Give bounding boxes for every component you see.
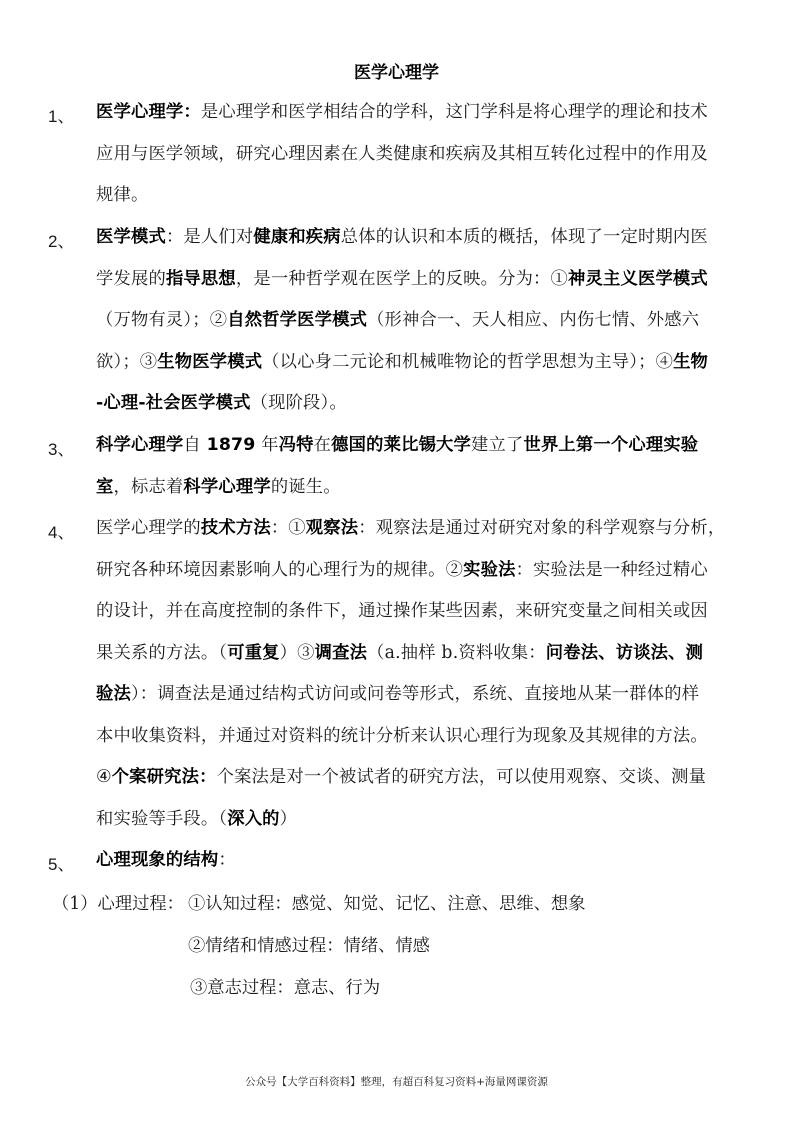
subsection-label: （1）心理过程： xyxy=(52,894,184,914)
text-run: 个案法是对一个被试者的研究方法，可以使用观察、交谈、测量 xyxy=(216,767,707,787)
bold-term: 科学心理学 xyxy=(183,476,271,497)
bold-term: 室 xyxy=(96,476,114,497)
text-run: ）③ xyxy=(279,642,315,663)
text-run: 学发展的 xyxy=(96,268,166,289)
bold-term: 世界上第一个心理实验 xyxy=(523,435,699,455)
text-run: （万物有灵）；② xyxy=(96,310,228,330)
text-line xyxy=(96,716,746,758)
bold-term: -心理-社会医学模式 xyxy=(96,393,251,413)
text-run: ： xyxy=(218,850,236,870)
bold-term: 科学心理学 xyxy=(96,435,184,455)
text-line xyxy=(96,217,746,259)
text-run: ：① xyxy=(270,518,306,538)
text-run: 的设计，并在高度控制的条件下，通过操作某些因素，来研究变量之间相关或因 xyxy=(96,601,708,621)
bold-term: 健康和疾病 xyxy=(253,227,341,247)
section-body xyxy=(96,840,746,882)
text-run: 医学心理学的 xyxy=(96,518,201,538)
section-body xyxy=(96,425,746,508)
bold-term: 验法 xyxy=(96,684,131,704)
section-body xyxy=(96,508,746,840)
text-run: （a.抽样 b.资料收集： xyxy=(367,642,546,663)
text-run: ：实验法是一种经过精心 xyxy=(515,559,708,580)
bold-term: 深入的 xyxy=(227,808,280,829)
bold-term: 指导思想 xyxy=(165,268,236,289)
text-run: （形神合一、天人相应、内伤七情、外感六 xyxy=(367,310,700,330)
text-run: ：观察法是通过对研究对象的科学观察与分析， xyxy=(358,518,726,538)
bold-term: 生物医学模式 xyxy=(157,351,263,372)
bold-term: 生物 xyxy=(673,351,709,372)
text-run: 应用与医学领域，研究心理因素在人类健康和疾病及其相互转化过程中的作用及 xyxy=(96,143,708,164)
subsection-item: ③意志过程：意志、行为 xyxy=(190,978,381,998)
text-run: （以心身二元论和机械唯物论的哲学思想为主导）；④ xyxy=(262,351,674,372)
text-line xyxy=(96,799,746,841)
text-run: 是心理学和医学相结合的学科，这门学科是将心理学的理论和技术 xyxy=(200,102,708,122)
section-number: 3、 xyxy=(48,440,75,459)
text-run: ，标志着 xyxy=(113,476,184,497)
bold-term: 医学模式 xyxy=(96,227,166,247)
text-run: ）：调查法是通过结构式访问或问卷等形式，系统、直接地从某一群体的样 xyxy=(130,684,700,704)
text-line xyxy=(96,425,746,467)
bold-term: 调查法 xyxy=(314,642,368,663)
section-body xyxy=(96,92,746,217)
bold-term: 冯特 xyxy=(278,435,314,455)
bold-term: 问卷法、访谈法、测 xyxy=(545,642,704,663)
text-run: 果关系的方法。（ xyxy=(96,642,228,663)
text-line xyxy=(96,175,746,217)
bold-term: 个案研究法： xyxy=(111,767,217,787)
bold-term: 自然哲学医学模式 xyxy=(227,310,368,330)
bold-term: 心理现象的结构 xyxy=(96,850,219,870)
text-line xyxy=(96,840,746,882)
text-line xyxy=(96,342,746,384)
text-run: （现阶段）。 xyxy=(250,393,347,413)
section-number: 5、 xyxy=(48,855,75,874)
text-line xyxy=(96,508,746,550)
text-run: 研究各种环境因素影响人的心理行为的规律。② xyxy=(96,559,464,580)
text-line xyxy=(96,92,746,134)
text-run: ，是一种哲学观在医学上的反映。分为：① xyxy=(235,268,569,289)
text-run: ④ xyxy=(96,767,112,787)
section-number: 2、 xyxy=(48,232,75,251)
section-number: 4、 xyxy=(48,523,75,542)
bold-term: 德国的莱比锡大学 xyxy=(331,435,472,455)
section-number: 1、 xyxy=(48,107,75,126)
text-run: 和实验等手段。（ xyxy=(96,808,228,829)
text-run: 总体的认识和本质的概括，体现了一定时期内医 xyxy=(340,227,708,247)
text-run: ：是人们对 xyxy=(165,227,254,247)
text-run: 自 xyxy=(183,435,207,455)
text-line xyxy=(96,383,746,425)
text-line xyxy=(96,259,746,301)
section-body xyxy=(96,217,746,425)
text-run: 建立了 xyxy=(471,435,524,455)
text-line xyxy=(96,134,746,176)
text-run: 在 xyxy=(313,435,332,455)
text-line xyxy=(96,591,746,633)
text-line xyxy=(96,300,746,342)
bold-term: 技术方法 xyxy=(200,518,271,538)
text-line xyxy=(96,674,746,716)
bold-term: 神灵主义医学模式 xyxy=(568,268,708,289)
subsection-item: ②情绪和情感过程：情绪、情感 xyxy=(188,936,430,956)
text-run: 年 xyxy=(255,435,279,455)
bold-term: 实验法 xyxy=(463,559,516,580)
text-line xyxy=(96,467,746,509)
bold-term: 医学心理学： xyxy=(96,102,201,122)
bold-term: 观察法 xyxy=(305,518,359,538)
text-run: 本中收集资料，并通过对资料的统计分析来认识心理行为现象及其规律的方法。 xyxy=(96,725,708,746)
text-run: ） xyxy=(279,808,298,829)
page-title: 医学心理学 xyxy=(354,63,439,83)
text-run: 的诞生。 xyxy=(270,476,341,497)
subsection-item: ①认知过程：感觉、知觉、记忆、注意、思维、想象 xyxy=(188,894,586,914)
text-line xyxy=(96,550,746,592)
text-run: 欲）；③ xyxy=(96,351,158,372)
text-line xyxy=(96,633,746,675)
text-run: 规律。 xyxy=(96,185,149,205)
bold-term: 1879 xyxy=(206,435,256,455)
bold-term: 可重复 xyxy=(227,642,280,663)
text-line xyxy=(96,757,746,799)
footer-note: 公众号【大学百科资料】整理，有超百科复习资料+海量网课资源 xyxy=(245,1076,548,1088)
